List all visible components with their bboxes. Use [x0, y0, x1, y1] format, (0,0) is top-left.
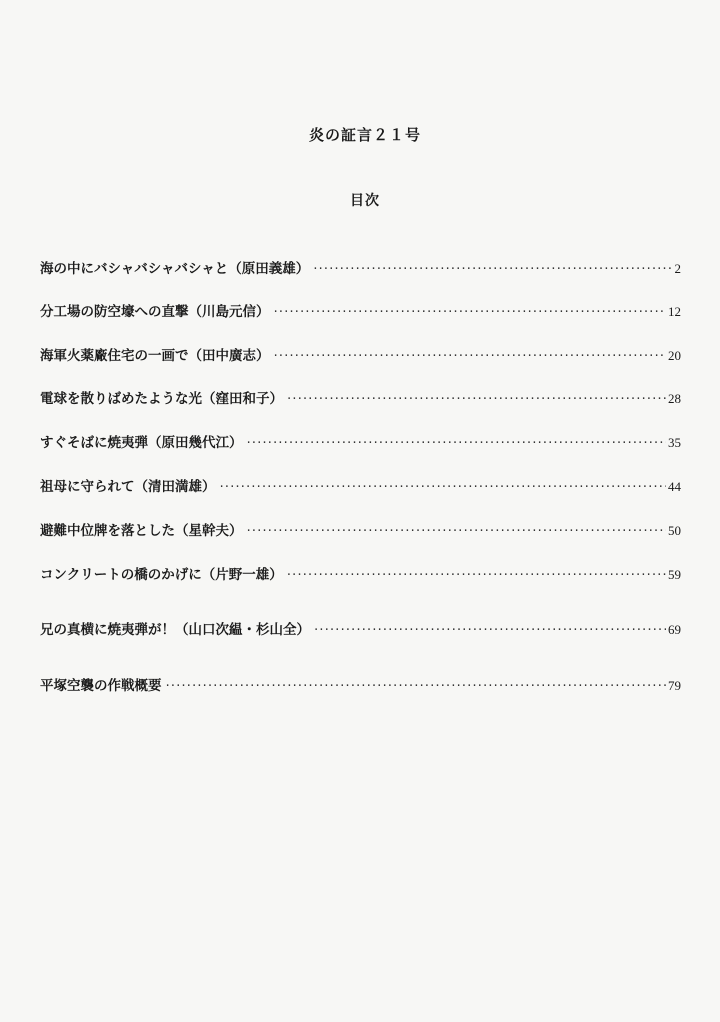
toc-entry-page: 28 — [668, 391, 681, 406]
toc-entry-title: 海軍火薬廠住宅の一画で（田中廣志） — [40, 348, 270, 364]
dot-leader — [166, 678, 667, 694]
toc-entry-page: 69 — [668, 622, 681, 637]
toc-entry-title: 平塚空襲の作戦概要 — [40, 678, 162, 694]
dot-leader — [220, 479, 667, 495]
dot-leader — [274, 348, 667, 364]
toc-entry-page: 44 — [668, 479, 681, 494]
toc-entry-title: 海の中にバシャバシャバシャと（原田義雄） — [40, 261, 310, 277]
toc-entry[interactable] — [40, 519, 681, 539]
toc-entry[interactable] — [40, 344, 681, 364]
dot-leader — [313, 261, 672, 277]
toc-entry-page: 12 — [668, 304, 681, 319]
toc-entry-title: すぐそばに焼夷弾（原田幾代江） — [40, 435, 243, 451]
toc-entry[interactable] — [40, 475, 681, 495]
dot-leader — [287, 391, 666, 407]
toc-entry[interactable] — [40, 618, 681, 638]
toc-entry-page: 35 — [668, 435, 681, 450]
dot-leader — [247, 435, 667, 451]
toc-entry[interactable] — [40, 300, 681, 320]
toc-entry-title: 兄の真横に焼夷弾が！（山口次緼・杉山全） — [40, 622, 310, 638]
toc-entry-page: 20 — [668, 348, 681, 363]
toc-entry[interactable] — [40, 563, 681, 583]
dot-leader — [247, 523, 667, 539]
toc-entry-title: 電球を散りばめたような光（窪田和子） — [40, 391, 283, 407]
toc-entry-page: 50 — [668, 523, 681, 538]
toc-heading: 目次 — [350, 193, 380, 209]
toc-entry[interactable] — [40, 257, 681, 277]
dot-leader — [274, 304, 667, 320]
toc-entry-page: 2 — [674, 261, 681, 276]
document-title: 炎の証言２１号 — [308, 126, 421, 144]
toc-entry[interactable] — [40, 387, 681, 407]
dot-leader — [287, 567, 666, 583]
toc-entry-title: コンクリートの橋のかげに（片野一雄） — [40, 567, 283, 583]
toc-entry[interactable] — [40, 674, 681, 694]
toc-entry-page: 59 — [668, 567, 681, 582]
toc-entry-title: 祖母に守られて（清田満雄） — [40, 479, 216, 495]
toc-entry-page: 79 — [668, 678, 681, 693]
toc-entry-title: 分工場の防空壕への直撃（川島元信） — [40, 304, 270, 320]
toc-entry[interactable] — [40, 431, 681, 451]
dot-leader — [314, 622, 666, 638]
toc-entry-title: 避難中位牌を落とした（星幹夫） — [40, 523, 243, 539]
